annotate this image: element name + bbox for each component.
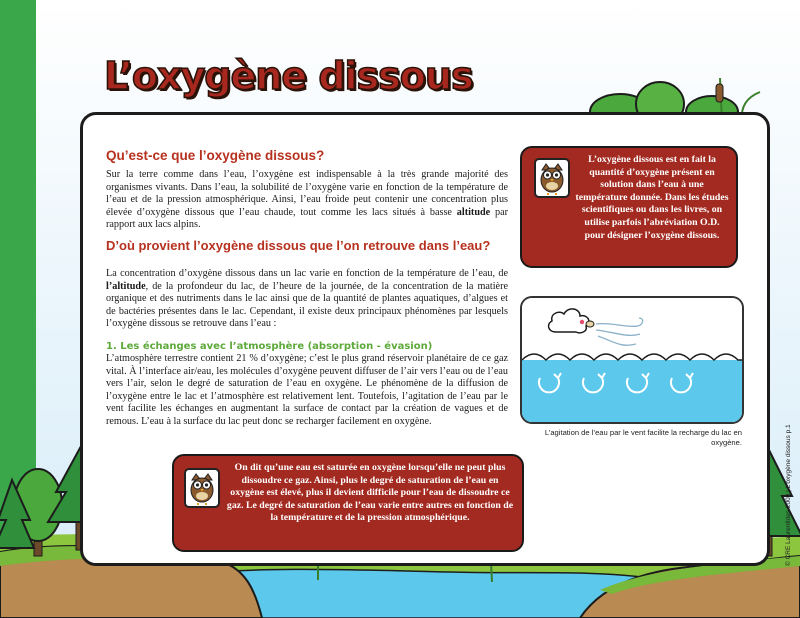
callout-definition [520, 146, 738, 268]
callout-saturation-text: On dit qu’une eau est saturée en oxygène lorsqu’elle ne peut plus dissoudre ce gaz. Ainsi, plus le degré de saturation de l’eau en oxygène est élevé, plus il devient difficile pour l’eau de dissoudre ce gaz. Le degré de saturation de l’eau varie entre autres en fonction de la température et de la pression atmosphérique. [226, 462, 514, 524]
section-paragraph-where-from [106, 268, 508, 331]
paragraph-text: , de la profondeur du lac, de l’heure de la journée, de la concentration de la matière organique et des nutriments dans le lac ainsi que de la quantité de plantes aquatiques, d’algues et de bactéries présentes dans le lac. Cependant, il existe deux principaux phénomènes par lesquels l’oxygène dissous se retrouve dans l’eau : [106, 280, 508, 330]
section-heading-what-is: Qu’est-ce que l’oxygène dissous? [106, 148, 325, 163]
owl-icon [534, 158, 570, 198]
wind-agitation-figure [520, 296, 744, 424]
paragraph-text: par rapport aux lacs alpins. [106, 206, 509, 231]
figure-caption: L’agitation de l’eau par le vent facilite la recharge du lac en oxygène. [544, 428, 742, 447]
section-heading-where-from: D’où provient l’oxygène dissous que l’on retrouve dans l’eau? [106, 238, 491, 253]
paragraph-bold-term: altitude [456, 206, 491, 218]
subsection-heading-exchanges: 1. Les échanges avec l’atmosphère (absorption - évasion) [106, 341, 433, 352]
paragraph-bold-term: l’altitude [106, 280, 146, 292]
paragraph-text: Sur la terre comme dans l’eau, l’oxygène est indispensable à la très grande majorité des organismes vivants. Dans l’eau, la solubilité de l’oxygène varie en fonction de la température de l’eau et de la pression atmosphérique. Ainsi, l’eau froide peut contenir une concentration plus élevée d’oxygène dissous que l’eau chaude, tout comme les lacs situés à basse [106, 169, 508, 218]
callout-saturation [172, 454, 524, 552]
callout-definition-text: L’oxygène dissous est en fait la quantité d’oxygène présent en solution dans l’eau à une température donnée. Dans les études scientifiques ou dans les livres, on utilise parfois l’abréviation O.D. pour désigner l’oxygène dissous. [575, 154, 729, 241]
page-title: L’oxygène dissous [104, 54, 473, 98]
subsection-paragraph-exchanges: L’atmosphère terrestre contient 21 % d’oxygène; c’est le plus grand réservoir planétaire de ce gaz vital. À l’interface air/eau, les molécules d’oxygène peuvent diffuser de l’air vers l’eau ou de l’eau vers l’air, selon le degré de saturation de l’eau en oxygène. Le phénomène de la diffusion de l’oxygène entre le lac et l’atmosphère est relativement lent. Toutefois, l’agitation de l’eau par le vent facilite les échanges en augmentant la surface de contact par la création de vagues et de remous. L’eau à la surface du lac peut donc se recharger facilement en oxygène. [106, 353, 508, 427]
paragraph-text: La concentration d’oxygène dissous dans un lac varie en fonction de la température de l’eau, de [106, 268, 508, 279]
owl-icon [184, 468, 220, 508]
copyright-side-note: © CRE Laurentides 2009 | L’oxygène dissous p.1 [785, 424, 792, 566]
section-paragraph-what-is [106, 169, 508, 232]
